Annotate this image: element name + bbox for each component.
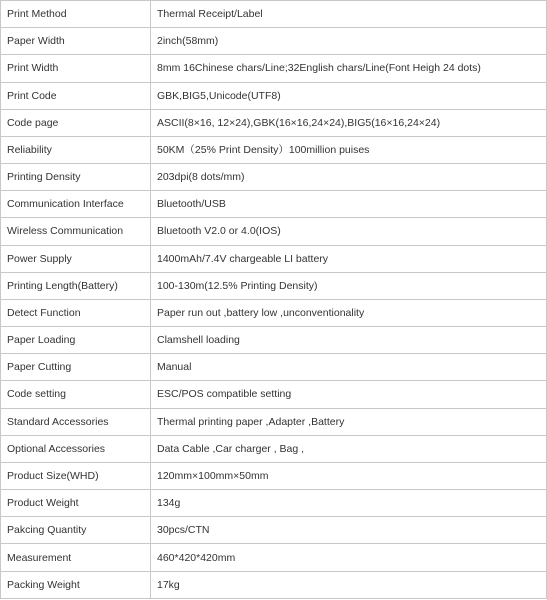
spec-row (1, 408, 547, 435)
spec-row (1, 517, 547, 544)
spec-label: Code page (1, 109, 151, 136)
spec-label: Measurement (1, 544, 151, 571)
spec-row (1, 82, 547, 109)
spec-row (1, 55, 547, 82)
spec-value: Bluetooth/USB (151, 191, 547, 218)
spec-row (1, 1, 547, 28)
spec-value: ASCII(8×16, 12×24),GBK(16×16,24×24),BIG5(16×16,24×24) (151, 109, 547, 136)
spec-row (1, 571, 547, 598)
spec-label: Detect Function (1, 299, 151, 326)
spec-row (1, 544, 547, 571)
spec-value: Bluetooth V2.0 or 4.0(IOS) (151, 218, 547, 245)
spec-value: 8mm 16Chinese chars/Line;32English chars/Line(Font Heigh 24 dots) (151, 55, 547, 82)
spec-value: Paper run out ,battery low ,unconventionality (151, 299, 547, 326)
spec-label: Printing Length(Battery) (1, 272, 151, 299)
spec-row (1, 327, 547, 354)
spec-row (1, 164, 547, 191)
spec-label: Reliability (1, 136, 151, 163)
spec-row (1, 299, 547, 326)
spec-value: 120mm×100mm×50mm (151, 462, 547, 489)
spec-row (1, 218, 547, 245)
spec-label: Standard Accessories (1, 408, 151, 435)
spec-row (1, 191, 547, 218)
spec-row (1, 272, 547, 299)
spec-label: Product Weight (1, 490, 151, 517)
spec-label: Wireless Communication (1, 218, 151, 245)
spec-label: Communication Interface (1, 191, 151, 218)
spec-value: Thermal printing paper ,Adapter ,Battery (151, 408, 547, 435)
spec-value: 50KM（25% Print Density）100million puises (151, 136, 547, 163)
spec-row (1, 435, 547, 462)
spec-value: Manual (151, 354, 547, 381)
spec-value: GBK,BIG5,Unicode(UTF8) (151, 82, 547, 109)
spec-value: ESC/POS compatible setting (151, 381, 547, 408)
spec-value: Data Cable ,Car charger , Bag , (151, 435, 547, 462)
spec-row (1, 136, 547, 163)
spec-label: Power Supply (1, 245, 151, 272)
spec-value: Thermal Receipt/Label (151, 1, 547, 28)
spec-label: Paper Cutting (1, 354, 151, 381)
spec-row (1, 462, 547, 489)
spec-table-body (1, 1, 547, 599)
spec-value: 134g (151, 490, 547, 517)
spec-label: Code setting (1, 381, 151, 408)
spec-value: 30pcs/CTN (151, 517, 547, 544)
spec-label: Packing Weight (1, 571, 151, 598)
spec-value: 1400mAh/7.4V chargeable LI battery (151, 245, 547, 272)
spec-label: Pakcing Quantity (1, 517, 151, 544)
spec-value: Clamshell loading (151, 327, 547, 354)
spec-label: Paper Loading (1, 327, 151, 354)
spec-value: 2inch(58mm) (151, 28, 547, 55)
spec-row (1, 354, 547, 381)
spec-row (1, 381, 547, 408)
spec-value: 17kg (151, 571, 547, 598)
spec-label: Print Code (1, 82, 151, 109)
spec-label: Product Size(WHD) (1, 462, 151, 489)
spec-row (1, 109, 547, 136)
spec-label: Paper Width (1, 28, 151, 55)
spec-value: 203dpi(8 dots/mm) (151, 164, 547, 191)
spec-value: 460*420*420mm (151, 544, 547, 571)
spec-label: Printing Density (1, 164, 151, 191)
spec-value: 100-130m(12.5% Printing Density) (151, 272, 547, 299)
spec-row (1, 28, 547, 55)
spec-label: Optional Accessories (1, 435, 151, 462)
spec-label: Print Width (1, 55, 151, 82)
spec-label: Print Method (1, 1, 151, 28)
spec-row (1, 245, 547, 272)
spec-row (1, 490, 547, 517)
